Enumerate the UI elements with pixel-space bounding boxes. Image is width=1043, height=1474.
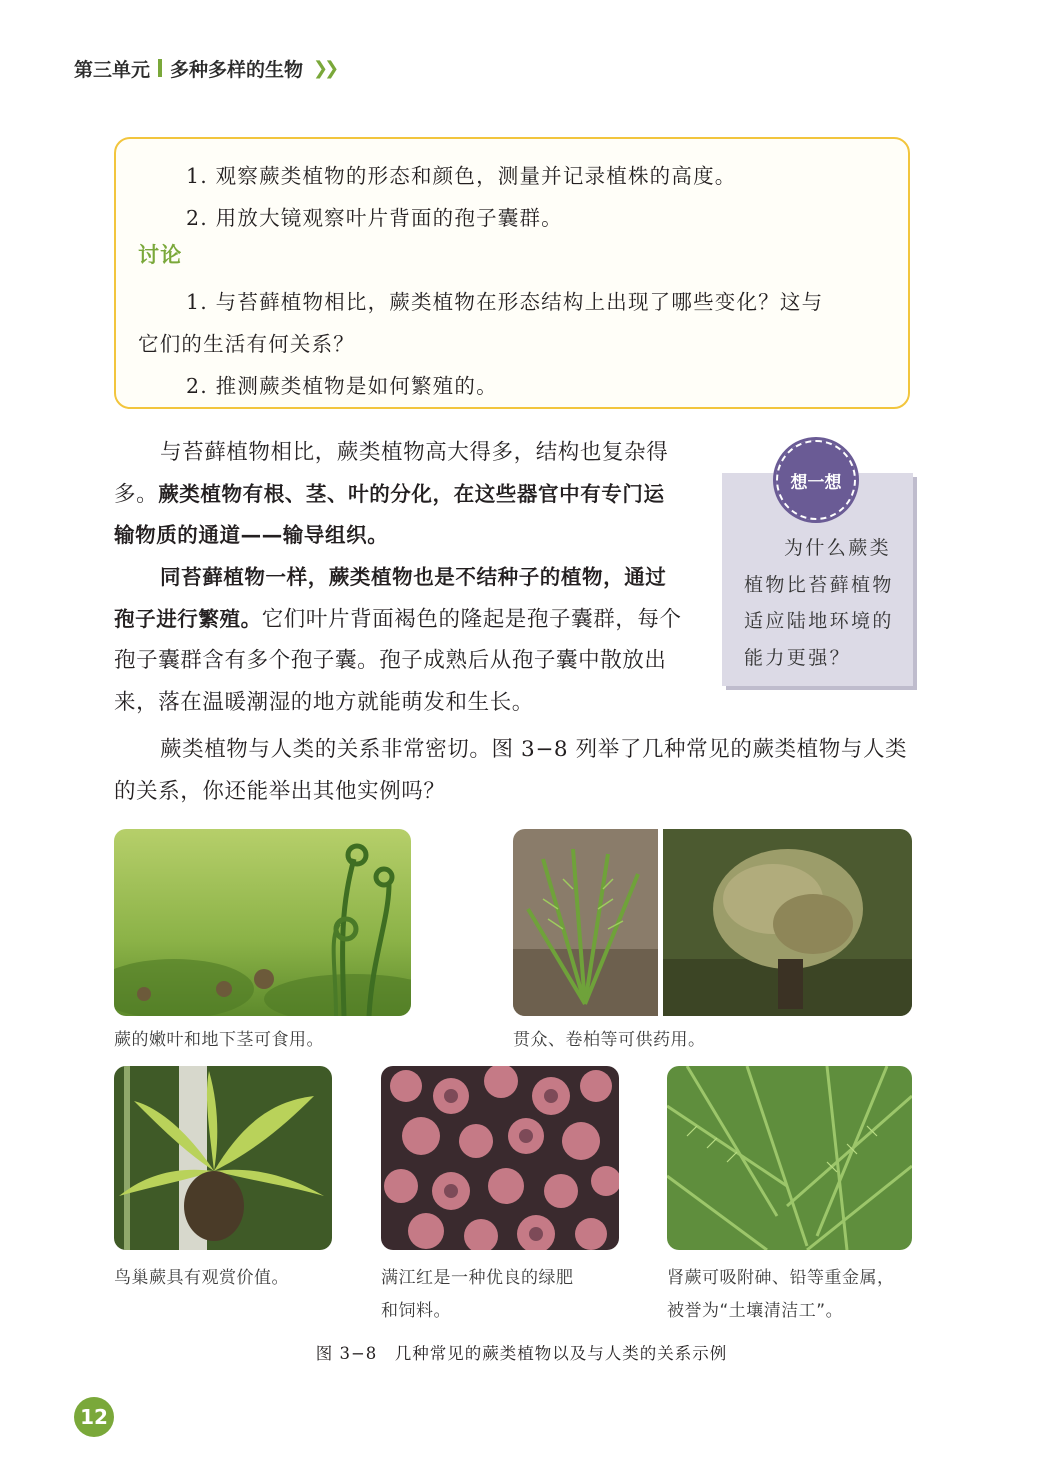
paragraph-2-bold: 同苔藓植物一样，蕨类植物也是不结种子的植物，通过孢子进行繁殖。 bbox=[114, 565, 667, 631]
caption-sword-fern-line2: 被誉为“土壤清洁工”。 bbox=[667, 1301, 844, 1321]
bracken-photo bbox=[114, 829, 411, 1016]
paragraph-3: 蕨类植物与人类的关系非常密切。图 3−8 列举了几种常见的蕨类植物与人类的关系，你还能举出其他实例吗？ bbox=[114, 737, 908, 804]
think-question: 为什么蕨类植物比苔藓植物适应陆地环境的能力更强？ bbox=[744, 537, 894, 669]
activity-box bbox=[114, 137, 910, 409]
discussion-q2: 2. 推测蕨类植物是如何繁殖的。 bbox=[186, 374, 498, 398]
azolla-photo bbox=[381, 1066, 619, 1250]
figure-caption: 图 3−8 几种常见的蕨类植物以及与人类的关系示例 bbox=[315, 1344, 728, 1363]
discussion-title: 讨论 bbox=[138, 243, 183, 267]
unit-label: 第三单元 bbox=[74, 58, 151, 81]
paragraph-1-text: 与苔藓植物相比，蕨类植物高大得多，结构也复杂得多。 bbox=[114, 440, 669, 507]
caption-bracken: 蕨的嫩叶和地下茎可食用。 bbox=[114, 1030, 324, 1050]
activity-step-2: 2. 用放大镜观察叶片背面的孢子囊群。 bbox=[186, 206, 563, 230]
header-divider bbox=[158, 59, 162, 77]
paragraph-1-bold: 蕨类植物有根、茎、叶的分化，在这些器官中有专门运输物质的通道——输导组织。 bbox=[114, 481, 665, 547]
discussion-q1-line1: 1. 与苔藓植物相比，蕨类植物在形态结构上出现了哪些变化？这与 bbox=[186, 290, 824, 314]
caption-sword-fern-line1: 肾蕨可吸附砷、铅等重金属， bbox=[667, 1268, 895, 1288]
sword-fern-photo bbox=[667, 1066, 912, 1250]
medicinal-ferns-image bbox=[513, 829, 912, 1016]
medicinal-ferns-photo bbox=[513, 829, 912, 1016]
paragraph-2-text: 它们叶片背面褐色的隆起是孢子囊群，每个孢子囊群含有多个孢子囊。孢子成熟后从孢子囊中散放出来，落在温暖潮湿的地方就能萌发和生长。 bbox=[114, 606, 682, 715]
paragraph-1 bbox=[114, 432, 684, 557]
unit-title: 多种多样的生物 bbox=[170, 58, 304, 81]
think-badge: 想一想 bbox=[776, 440, 856, 520]
caption-azolla-line1: 满江红是一种优良的绿肥 bbox=[381, 1268, 574, 1288]
discussion-q1-line2: 它们的生活有何关系？ bbox=[138, 332, 355, 356]
caption-medicinal-ferns: 贯众、卷柏等可供药用。 bbox=[513, 1030, 706, 1050]
unit-header bbox=[74, 54, 335, 82]
birds-nest-fern-photo bbox=[114, 1066, 332, 1250]
azolla-image bbox=[381, 1066, 619, 1250]
caption-birds-nest-fern: 鸟巢蕨具有观赏价值。 bbox=[114, 1268, 289, 1288]
bracken-image bbox=[114, 829, 411, 1016]
activity-step-1: 1. 观察蕨类植物的形态和颜色，测量并记录植株的高度。 bbox=[186, 164, 737, 188]
page-number: 12 bbox=[74, 1397, 114, 1437]
sword-fern-image bbox=[667, 1066, 912, 1250]
chevron-right-icon: ❯❯ bbox=[313, 57, 336, 79]
birds-nest-fern-image bbox=[114, 1066, 332, 1250]
paragraph-2 bbox=[114, 557, 684, 723]
caption-azolla-line2: 和饲料。 bbox=[381, 1301, 451, 1321]
